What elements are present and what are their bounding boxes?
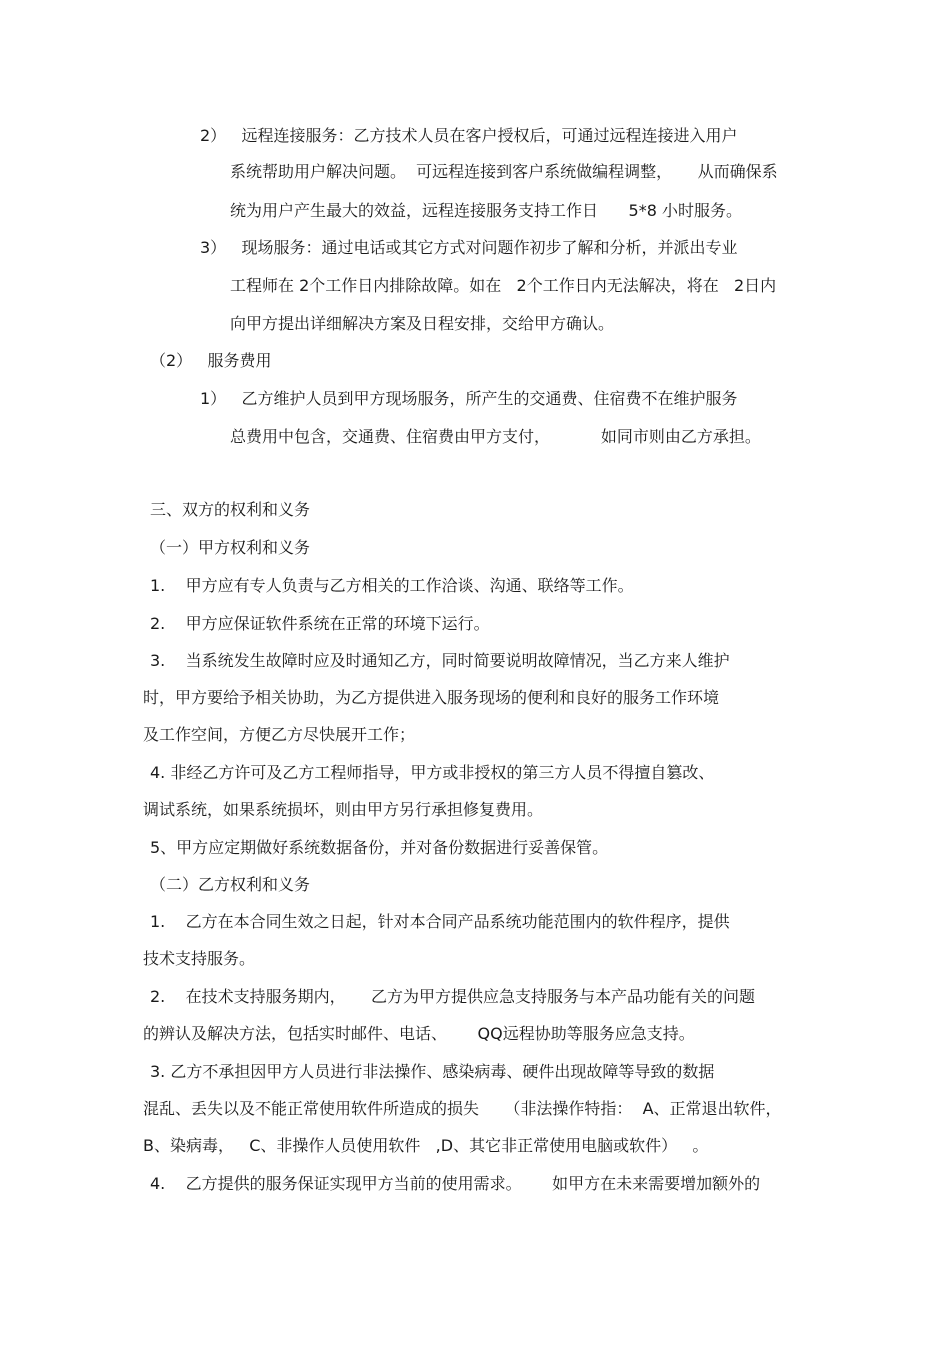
paragraph-line: 3） 现场服务：通过电话或其它方式对问题作初步了解和分析，并派出专业: [200, 238, 738, 257]
paragraph-line: 混乱、丢失以及不能正常使用软件所造成的损失 （非法操作特指： A、正常退出软件，: [143, 1099, 782, 1118]
paragraph-line: 调试系统，如果系统损坏，则由甲方另行承担修复费用。: [143, 800, 544, 819]
paragraph-line: 3. 当系统发生故障时应及时通知乙方，同时简要说明故障情况，当乙方来人维护: [150, 651, 730, 670]
paragraph-line: 1） 乙方维护人员到甲方现场服务，所产生的交通费、住宿费不在维护服务: [200, 389, 738, 408]
paragraph-line: 及工作空间，方便乙方尽快展开工作；: [143, 725, 416, 744]
paragraph-line: 1. 甲方应有专人负责与乙方相关的工作洽谈、沟通、联络等工作。: [150, 576, 634, 595]
chapter-heading: 三、双方的权利和义务: [150, 500, 311, 519]
section-heading: （一）甲方权利和义务: [150, 538, 311, 557]
paragraph-line: 2. 甲方应保证软件系统在正常的环境下运行。: [150, 614, 490, 633]
section-heading: （2） 服务费用: [150, 351, 272, 370]
paragraph-line: 2） 远程连接服务：乙方技术人员在客户授权后，可通过远程连接进入用户: [200, 126, 738, 145]
paragraph-line: 时，甲方要给予相关协助，为乙方提供进入服务现场的便利和良好的服务工作环境: [143, 688, 720, 707]
paragraph-line: 向甲方提出详细解决方案及日程安排，交给甲方确认。: [230, 314, 615, 333]
paragraph-line: 总费用中包含，交通费、住宿费由甲方支付， 如同市则由乙方承担。: [230, 427, 761, 446]
paragraph-line: 统为用户产生最大的效益，远程连接服务支持工作日 5*8 小时服务。: [230, 201, 742, 220]
paragraph-line: 技术支持服务。: [143, 949, 256, 968]
paragraph-line: 的辨认及解决方法，包括实时邮件、电话、 QQ远程协助等服务应急支持。: [143, 1024, 695, 1043]
paragraph-line: 1. 乙方在本合同生效之日起，针对本合同产品系统功能范围内的软件程序，提供: [150, 912, 730, 931]
paragraph-line: 3. 乙方不承担因甲方人员进行非法操作、感染病毒、硬件出现故障等导致的数据: [150, 1062, 715, 1081]
section-heading: （二）乙方权利和义务: [150, 875, 311, 894]
paragraph-line: 4. 非经乙方许可及乙方工程师指导，甲方或非授权的第三方人员不得擅自篡改、: [150, 763, 715, 782]
paragraph-line: 系统帮助用户解决问题。 可远程连接到客户系统做编程调整， 从而确保系: [230, 162, 778, 181]
paragraph-line: 4. 乙方提供的服务保证实现甲方当前的使用需求。 如甲方在未来需要增加额外的: [150, 1174, 761, 1193]
paragraph-line: 工程师在 2个工作日内排除故障。如在 2个工作日内无法解决，将在 2日内: [230, 276, 777, 295]
paragraph-line: 2. 在技术支持服务期内， 乙方为甲方提供应急支持服务与本产品功能有关的问题: [150, 987, 756, 1006]
paragraph-line: B、染病毒， C、非操作人员使用软件 ,D、其它非正常使用电脑或软件） 。: [143, 1136, 709, 1155]
paragraph-line: 5、甲方应定期做好系统数据备份，并对备份数据进行妥善保管。: [150, 838, 609, 857]
